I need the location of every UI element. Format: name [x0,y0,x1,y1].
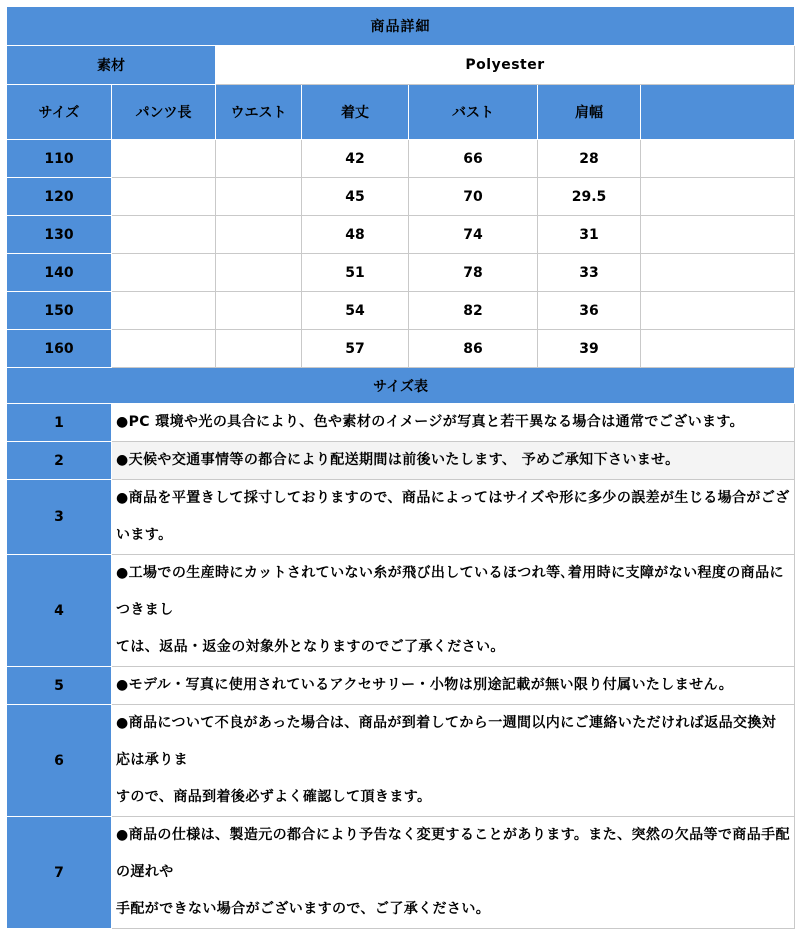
cell-bust: 66 [409,140,538,178]
cell-shoulder: 33 [538,254,641,292]
product-detail-table [6,6,795,929]
cell-waist [216,140,302,178]
note-number: 6 [7,705,112,817]
page-title: 商品詳細 [7,7,795,46]
note-line: すので、商品到着後必ずよく確認して頂きます。 [116,789,432,805]
material-value: Polyester [216,46,795,85]
note-text [112,817,795,929]
note-text [112,555,795,667]
cell-waist [216,330,302,368]
row-size: 130 [7,216,112,254]
cell-pants [112,330,216,368]
note-line: ●商品の仕様は、製造元の都合により予告なく変更することがあります。また、突然の欠品等で商品手配の遅れや [116,827,790,880]
note-number: 5 [7,667,112,705]
cell-extra [641,292,795,330]
cell-extra [641,178,795,216]
row-size: 160 [7,330,112,368]
note-line: ては、返品・返金の対象外となりますのでご了承ください。 [116,639,505,655]
cell-shoulder: 28 [538,140,641,178]
note-number: 7 [7,817,112,929]
cell-pants [112,178,216,216]
row-size: 120 [7,178,112,216]
cell-shoulder: 36 [538,292,641,330]
note-number: 2 [7,442,112,480]
cell-extra [641,140,795,178]
cell-bust: 78 [409,254,538,292]
note-line: ●工場での生産時にカットされていない糸が飛び出しているほつれ等､着用時に支障がない程度の商品につきまし [116,565,784,618]
cell-extra [641,254,795,292]
cell-shoulder: 29.5 [538,178,641,216]
cell-length: 51 [302,254,409,292]
cell-extra [641,330,795,368]
cell-length: 42 [302,140,409,178]
section-title: サイズ表 [7,368,795,404]
note-text [112,442,795,480]
note-text [112,667,795,705]
note-text [112,480,795,555]
cell-waist [216,178,302,216]
cell-pants [112,254,216,292]
cell-waist [216,254,302,292]
header-bust: バスト [409,85,538,140]
note-text [112,404,795,442]
note-line: ●天候や交通事情等の都合により配送期間は前後いたします、 予めご承知下さいませ。 [116,452,680,468]
note-number: 3 [7,480,112,555]
row-size: 110 [7,140,112,178]
note-line: 手配ができない場合がございますので、ご了承ください。 [116,901,491,917]
header-length: 着丈 [302,85,409,140]
header-extra [641,85,795,140]
header-waist: ウエスト [216,85,302,140]
note-line: ●モデル・写真に使用されているアクセサリー・小物は別途記載が無い限り付属いたしません。 [116,677,734,693]
note-line: ●商品について不良があった場合は、商品が到着してから一週間以内にご連絡いただければ返品交換対応は承りま [116,715,777,768]
cell-length: 45 [302,178,409,216]
cell-waist [216,292,302,330]
cell-extra [641,216,795,254]
cell-length: 57 [302,330,409,368]
note-line: ●PC 環境や光の具合により、色や素材のイメージが写真と若干異なる場合は通常でございます。 [116,414,745,430]
header-shoulder: 肩幅 [538,85,641,140]
cell-pants [112,216,216,254]
header-pants-length: パンツ長 [112,85,216,140]
cell-shoulder: 39 [538,330,641,368]
cell-pants [112,292,216,330]
cell-waist [216,216,302,254]
cell-bust: 86 [409,330,538,368]
cell-pants [112,140,216,178]
note-line: ●商品を平置きして採寸しておりますので、商品によってはサイズや形に多少の誤差が生じる場合がございます。 [116,490,790,543]
note-text [112,705,795,817]
row-size: 140 [7,254,112,292]
note-number: 1 [7,404,112,442]
cell-bust: 74 [409,216,538,254]
note-number: 4 [7,555,112,667]
cell-length: 54 [302,292,409,330]
cell-bust: 82 [409,292,538,330]
cell-shoulder: 31 [538,216,641,254]
row-size: 150 [7,292,112,330]
cell-bust: 70 [409,178,538,216]
cell-length: 48 [302,216,409,254]
header-size: サイズ [7,85,112,140]
material-label: 素材 [7,46,216,85]
